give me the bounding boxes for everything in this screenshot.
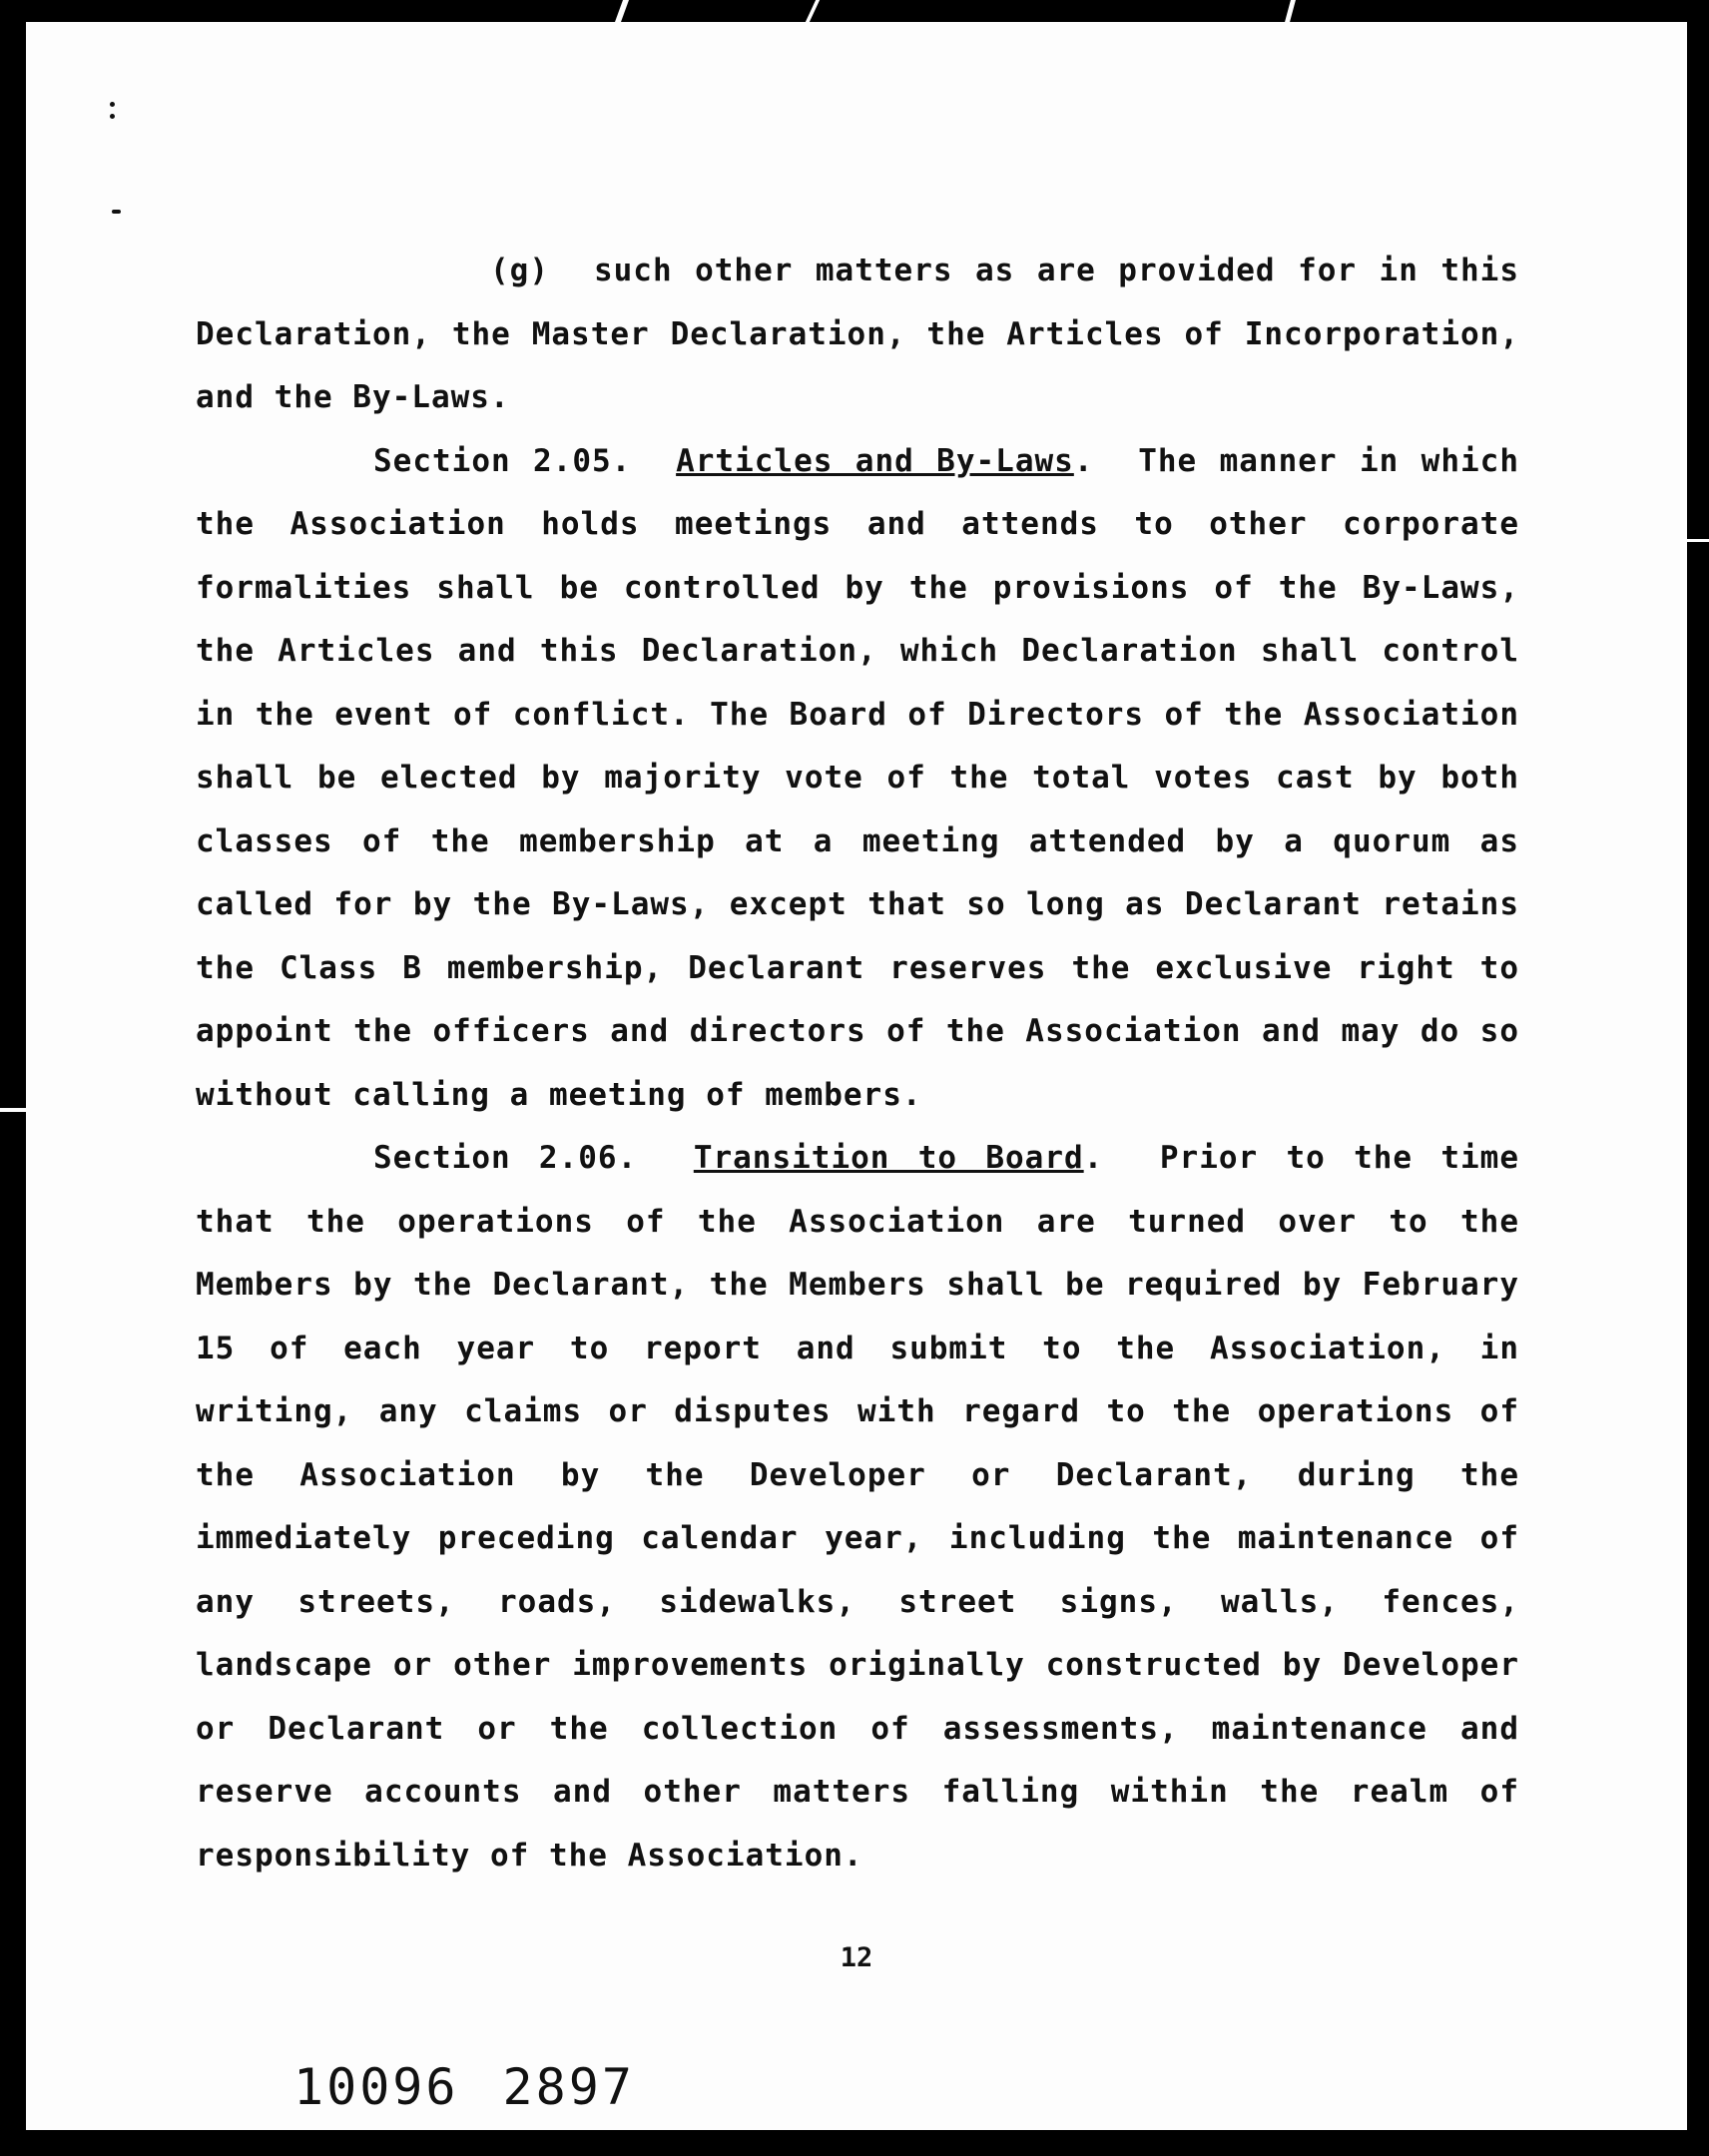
section-2-05-body: The manner in which the Association holds meetings and attends to other corporate formalities shall be controlled by the provisions of the By-Laws, the Articles and this Declaration, which Declaration shall control in the event of conflict. The Board of Directors of the Association shall be elected by majority vote of the total votes cast by both classes of the membership at a meeting attended by a quorum as called for by the By-Laws, except that so long as Declarant retains the Class B membership, Declarant reserves the exclusive right to appoint the officers and directors of the Association and may do so without calling a meeting of members. — [196, 442, 1519, 1113]
scan-speck — [112, 210, 121, 214]
scan-edge-streak — [1285, 0, 1296, 22]
document-id-part-1: 10096 — [293, 2058, 459, 2116]
scan-edge-streak — [1687, 539, 1709, 542]
page-number: 12 — [840, 1942, 873, 1973]
document-id-part-2: 2897 — [502, 2058, 635, 2116]
section-2-06-title: Transition to Board — [693, 1140, 1084, 1176]
document-id — [293, 2058, 635, 2116]
section-2-05-title: Articles and By-Laws — [676, 442, 1074, 479]
item-g-text: such other matters as are provided for in this Declaration, the Master Declaration, the Articles of Incorporation, and the By-Laws. — [196, 253, 1520, 415]
section-2-05-paragraph: Section 2.05. Articles and By-Laws. The manner in which the Association holds meetings and attends to other corporate formalities shall be controlled by the provisions of the By-Laws, the Articles and this Declaration, which Declaration shall control in the event of conflict. The Board of Directors of the Association shall be elected by majority vote of the total votes cast by both classes of the membership at a meeting attended by a quorum as called for by the By-Laws, except that so long as Declarant retains the Class B membership, Declarant reserves the exclusive right to appoint the officers and directors of the Association and may do so without calling a meeting of members. — [196, 442, 1519, 1113]
scan-speck — [110, 102, 115, 107]
section-2-06-number: Section 2.06. — [373, 1140, 638, 1176]
scan-edge-streak — [615, 0, 629, 22]
document-page — [26, 22, 1687, 2130]
body-text — [196, 240, 1519, 1887]
item-g-paragraph — [196, 240, 1519, 430]
section-2-05-number: Section 2.05. — [373, 442, 632, 479]
section-2-06-body: Prior to the time that the operations of the Association are turned over to the Members by the Declarant, the Members shall be required by February 15 of each year to report and submit to the Association, in writing, any claims or disputes with regard to the operations of the Association by the Developer or Declarant, during the immediately preceding calendar year, including the maintenance of any streets, roads, sidewalks, street signs, walls, fences, landscape or other improvements originally constructed by Developer or Declarant or the collection of assessments, maintenance and reserve accounts and other matters falling within the realm of responsibility of the Association. — [196, 1140, 1520, 1874]
scan-edge-streak — [0, 1108, 26, 1112]
item-g-marker: (g) — [490, 253, 549, 288]
section-2-06-paragraph: Section 2.06. Transition to Board. Prior to the time that the operations of the Association are turned over to the Members by the Declarant, the Members shall be required by February 15 of each year to report and submit to the Association, in writing, any claims or disputes with regard to the operations of the Association by the Developer or Declarant, during the immediately preceding calendar year, including the maintenance of any streets, roads, sidewalks, street signs, walls, fences, landscape or other improvements originally constructed by Developer or Declarant or the collection of assessments, maintenance and reserve accounts and other matters falling within the realm of responsibility of the Association. — [196, 1140, 1520, 1874]
scan-speck — [110, 114, 115, 119]
scan-edge-streak — [806, 0, 820, 22]
